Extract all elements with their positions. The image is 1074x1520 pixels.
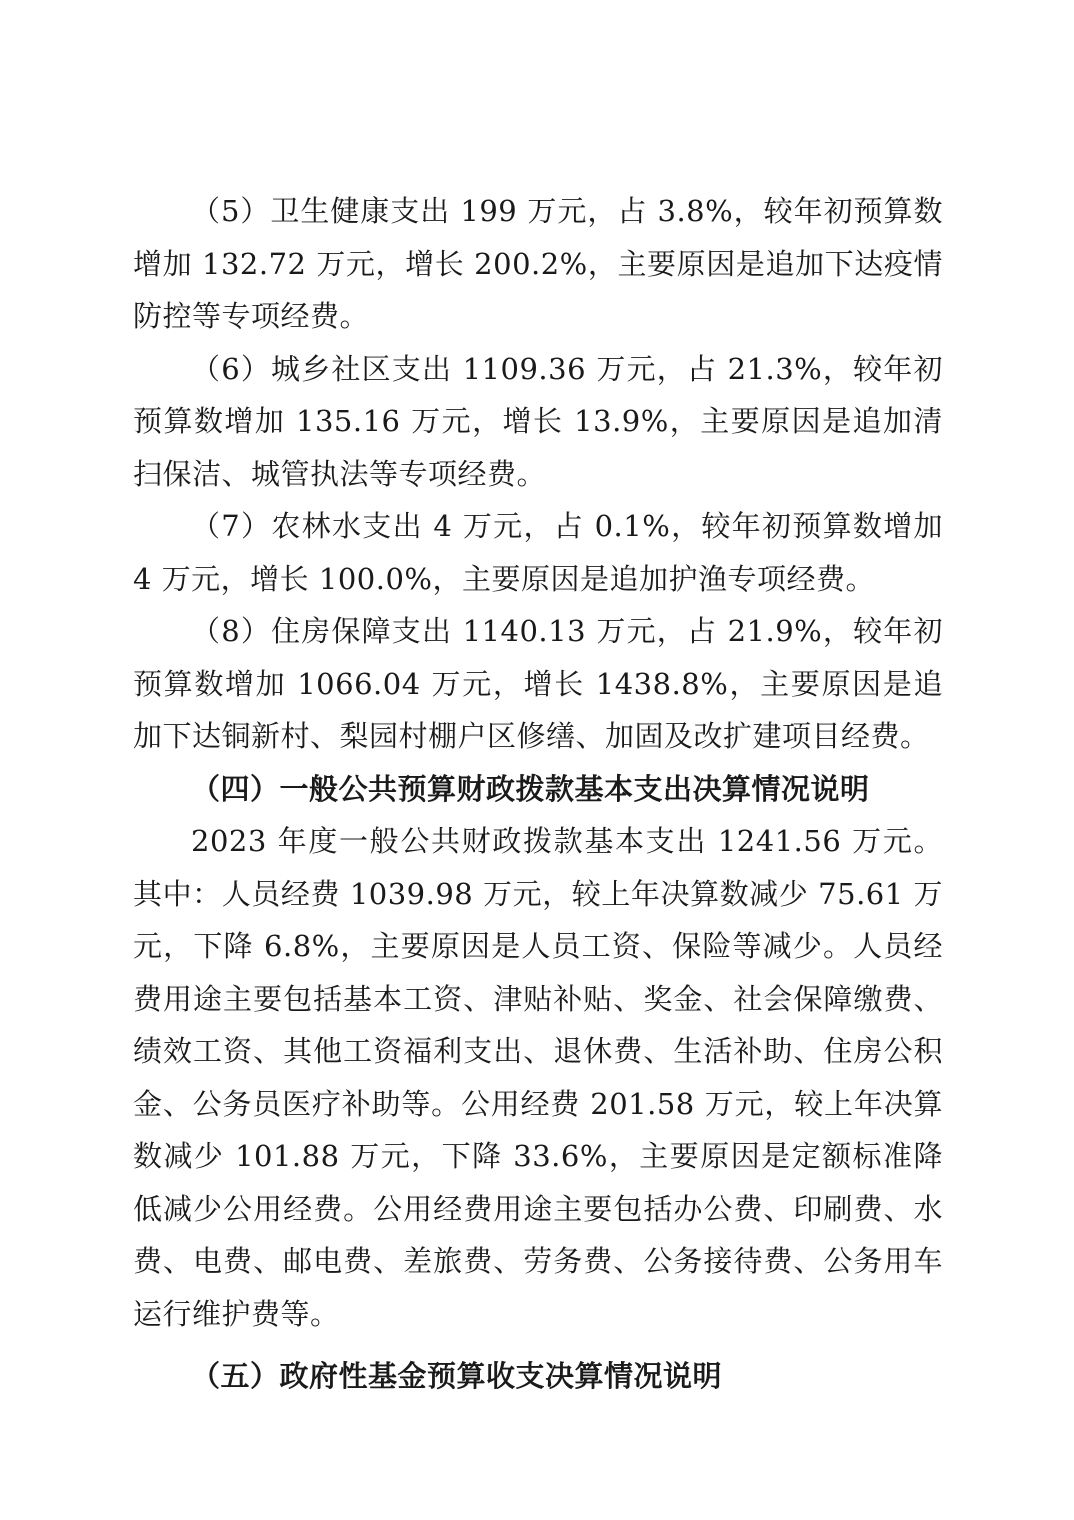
paragraph-basic-expenditure-detail: 2023 年度一般公共财政拨款基本支出 1241.56 万元。其中：人员经费 1039.98 万元，较上年决算数减少 75.61 万元，下降 6.8%，主要原因是人员工资、保险等减少。人员经费用途主要包括基本工资、津贴补贴、奖金、社会保障缴费、绩效工资、其他工资福利支出、退休费、生活补助、住房公积金、公务员医疗补助等。公用经费 201.58 万元，较上年决算数减少 101.88 万元，下降 33.6%，主要原因是定额标准降低减少公用经费。公用经费用途主要包括办公费、印刷费、水费、电费、邮电费、差旅费、劳务费、公务接待费、公务用车运行维护费等。 bbox=[133, 824, 943, 1331]
paragraph-urban-rural-community-expenditure: （6）城乡社区支出 1109.36 万元，占 21.3%，较年初预算数增加 135.16 万元，增长 13.9%，主要原因是追加清扫保洁、城管执法等专项经费。 bbox=[133, 351, 943, 491]
paragraph-agriculture-forestry-water-expenditure: （7）农林水支出 4 万元，占 0.1%，较年初预算数增加 4 万元，增长 100.0%，主要原因是追加护渔专项经费。 bbox=[133, 509, 943, 596]
paragraph-housing-security-expenditure: （8）住房保障支出 1140.13 万元，占 21.9%，较年初预算数增加 1066.04 万元，增长 1438.8%，主要原因是追加下达铜新村、梨园村棚户区修缮、加固及改扩建项目经费。 bbox=[133, 614, 943, 753]
document-page bbox=[133, 185, 943, 1403]
section-heading-basic-expenditure: （四）一般公共预算财政拨款基本支出决算情况说明 bbox=[191, 771, 870, 806]
paragraph-health-expenditure: （5）卫生健康支出 199 万元，占 3.8%，较年初预算数增加 132.72 万元，增长 200.2%，主要原因是追加下达疫情防控等专项经费。 bbox=[133, 194, 943, 333]
section-heading-government-fund: （五）政府性基金预算收支决算情况说明 bbox=[191, 1359, 723, 1393]
